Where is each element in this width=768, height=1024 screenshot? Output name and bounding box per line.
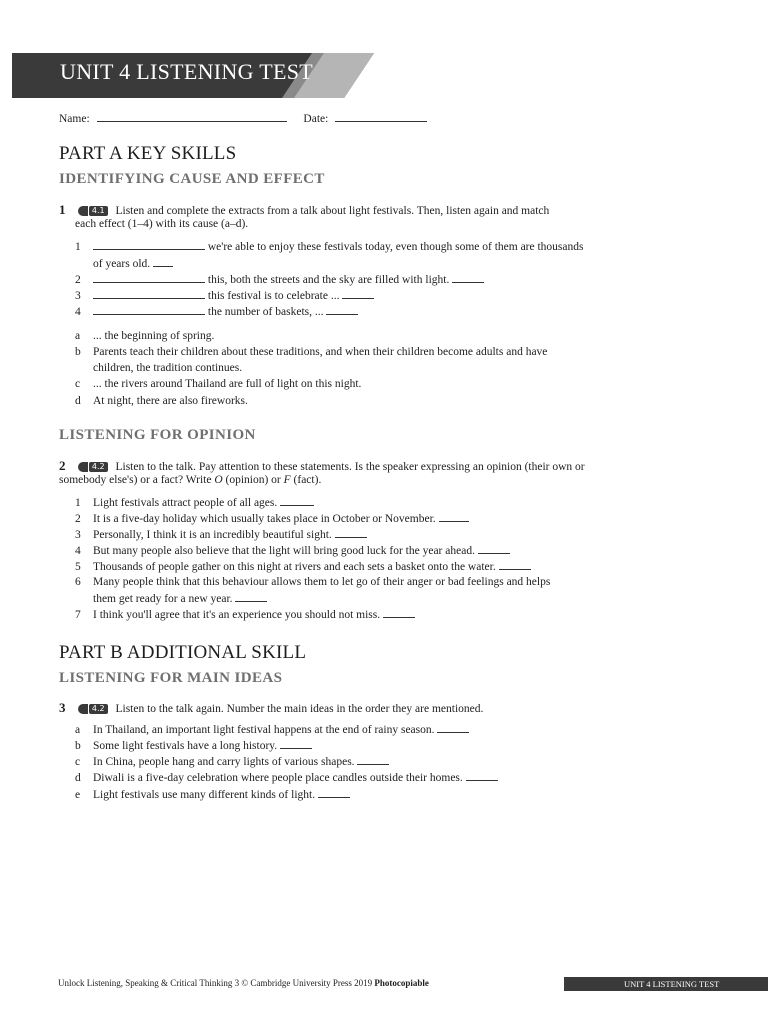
answer-blank[interactable]: [280, 495, 314, 506]
audio-track-label: 4.1: [89, 206, 108, 216]
name-row: [59, 111, 427, 125]
list-item: 7 I think you'll agree that it's an experience you should not miss.: [75, 607, 415, 623]
answer-blank[interactable]: [335, 527, 367, 538]
name-field[interactable]: [97, 111, 287, 122]
answer-blank[interactable]: [452, 272, 484, 283]
section-heading-cause-effect: IDENTIFYING CAUSE AND EFFECT: [59, 171, 325, 187]
section-heading-main-ideas: LISTENING FOR MAIN IDEAS: [59, 670, 283, 686]
answer-blank[interactable]: [439, 511, 469, 522]
section-heading-opinion: LISTENING FOR OPINION: [59, 427, 256, 443]
answer-blank[interactable]: [437, 722, 469, 733]
question-3-instruction: [59, 700, 483, 716]
instruction-text-cont: somebody else's) or a fact? Write O (opinion) or F (fact).: [59, 474, 322, 486]
answer-blank[interactable]: [499, 559, 531, 570]
list-item: c In China, people hang and carry lights of various shapes.: [75, 754, 389, 770]
list-item-cont: children, the tradition continues.: [93, 362, 243, 374]
instruction-text-cont: each effect (1–4) with its cause (a–d).: [75, 218, 249, 230]
answer-blank[interactable]: [383, 607, 415, 618]
list-item: c ... the rivers around Thailand are full of light on this night.: [75, 378, 362, 390]
answer-blank[interactable]: [318, 787, 350, 798]
list-item: 2 It is a five-day holiday which usually takes place in October or November.: [75, 511, 469, 527]
date-field[interactable]: [335, 111, 427, 122]
title-banner: [12, 53, 374, 98]
page-title: UNIT 4 LISTENING TEST: [60, 59, 313, 84]
list-item: d At night, there are also fireworks.: [75, 395, 248, 407]
list-item-cont: them get ready for a new year.: [93, 591, 267, 607]
list-item: b Parents teach their children about these traditions, and when their children become adults and have: [75, 346, 548, 358]
audio-track-label: 4.2: [89, 704, 108, 714]
list-item: 4 But many people also believe that the light will bring good luck for the year ahead.: [75, 543, 510, 559]
answer-blank[interactable]: [235, 591, 267, 602]
answer-blank[interactable]: [478, 543, 510, 554]
list-item: b Some light festivals have a long history.: [75, 738, 312, 754]
question-number: 2: [59, 458, 66, 473]
instruction-text: Listen to the talk again. Number the main ideas in the order they are mentioned.: [115, 703, 484, 715]
part-b-title: PART B ADDITIONAL SKILL: [59, 642, 307, 663]
list-item: a In Thailand, an important light festival happens at the end of rainy season.: [75, 722, 469, 738]
question-number: 3: [59, 700, 66, 715]
answer-blank[interactable]: [326, 304, 358, 315]
name-label: Name:: [59, 113, 90, 125]
list-item-cont: of years old.: [93, 256, 173, 272]
audio-play-icon[interactable]: [78, 704, 108, 714]
answer-blank[interactable]: [93, 239, 205, 250]
list-item: 6 Many people think that this behaviour allows them to let go of their anger or bad feelings and helps: [75, 576, 551, 588]
list-item: d Diwali is a five-day celebration where people place candles outside their homes.: [75, 770, 498, 786]
answer-blank[interactable]: [93, 272, 205, 283]
instruction-text: Listen to the talk. Pay attention to these statements. Is the speaker expressing an opinion (their own or: [115, 461, 585, 473]
question-1-instruction: [59, 202, 549, 218]
footer-credit: Unlock Listening, Speaking & Critical Thinking 3 © Cambridge University Press 2019 Photocopiable: [58, 978, 429, 988]
list-item: 1 Light festivals attract people of all ages.: [75, 495, 314, 511]
list-item: 3 this festival is to celebrate ...: [75, 288, 374, 304]
part-a-title: PART A KEY SKILLS: [59, 143, 237, 164]
list-item: e Light festivals use many different kinds of light.: [75, 787, 350, 803]
list-item: 5 Thousands of people gather on this night at rivers and each sets a basket onto the water.: [75, 559, 531, 575]
answer-blank[interactable]: [342, 288, 374, 299]
list-item: a ... the beginning of spring.: [75, 330, 215, 342]
answer-blank[interactable]: [93, 288, 205, 299]
question-2-instruction: [59, 458, 585, 474]
audio-play-icon[interactable]: [78, 206, 108, 216]
answer-blank[interactable]: [280, 738, 312, 749]
date-label: Date:: [303, 113, 329, 125]
audio-track-label: 4.2: [89, 462, 108, 472]
answer-blank[interactable]: [153, 256, 173, 267]
audio-play-icon[interactable]: [78, 462, 108, 472]
list-item: 3 Personally, I think it is an incredibly beautiful sight.: [75, 527, 367, 543]
question-number: 1: [59, 202, 66, 217]
answer-blank[interactable]: [466, 770, 498, 781]
answer-blank[interactable]: [93, 304, 205, 315]
list-item: 2 this, both the streets and the sky are filled with light.: [75, 272, 484, 288]
footer-tag: UNIT 4 LISTENING TEST: [564, 977, 768, 991]
instruction-text: Listen and complete the extracts from a talk about light festivals. Then, listen again and match: [115, 205, 550, 217]
list-item: 4 the number of baskets, ...: [75, 304, 358, 320]
answer-blank[interactable]: [357, 754, 389, 765]
list-item: 1 we're able to enjoy these festivals today, even though some of them are thousands: [75, 241, 584, 253]
photocopiable-label: Photocopiable: [374, 978, 429, 988]
